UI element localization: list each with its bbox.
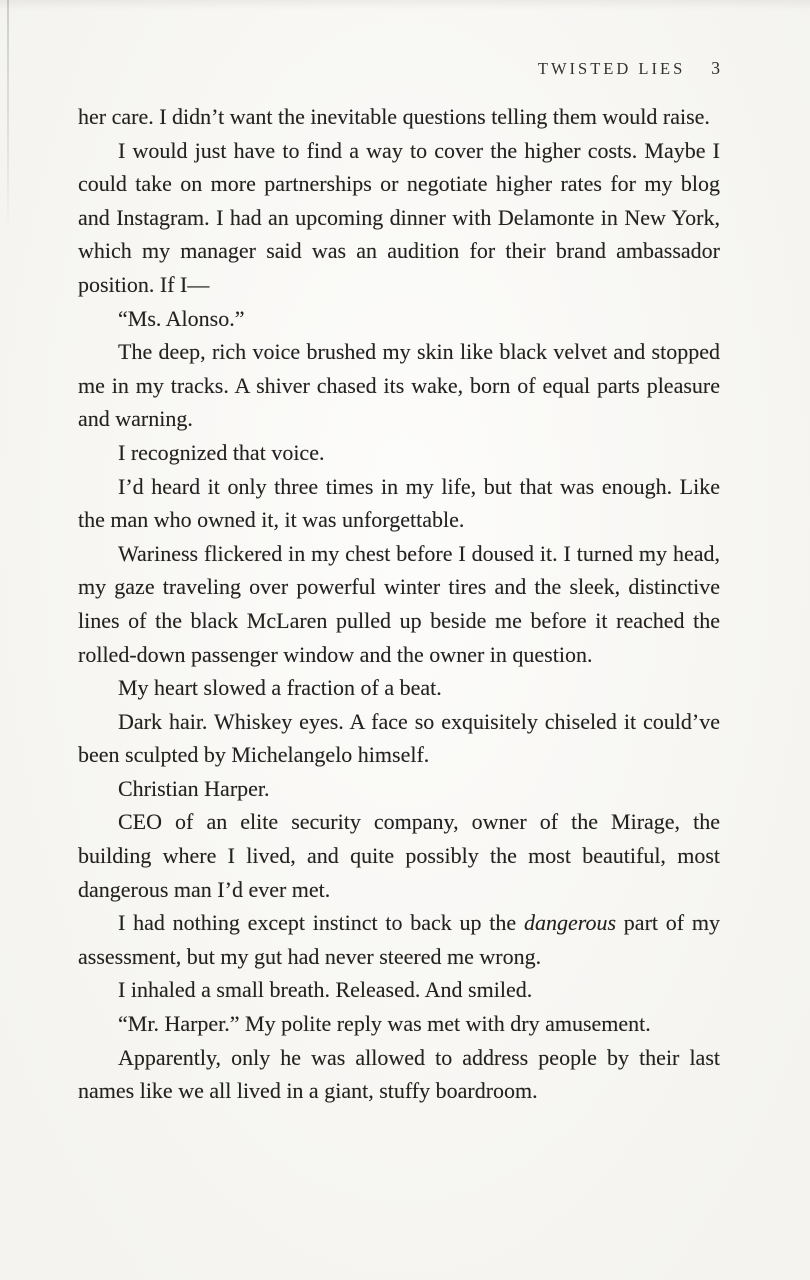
running-header [78, 58, 720, 80]
paragraph [78, 671, 720, 705]
paragraph-text: My heart slowed a fraction of a beat. [118, 675, 442, 701]
paragraph [78, 1041, 720, 1108]
paragraph [78, 436, 720, 470]
paragraph-text: Dark hair. Whiskey eyes. A face so exquisitely chiseled it could’ve been sculpted by Michelangelo himself. [78, 708, 720, 768]
paragraph-text: part of my assessment, but my gut had never steered me wrong. [78, 910, 720, 969]
paragraph [78, 973, 720, 1007]
paragraph-text: Christian Harper. [118, 775, 270, 801]
paragraph-text: I would just have to find a way to cover the higher costs. Maybe I could take on more partnerships or negotiate higher rates for my blog and Instagram. I had an upcoming dinner with Delamonte in New York, which my manager said was an audition for their brand ambassador position. If I— [78, 137, 720, 297]
paragraph [78, 470, 720, 537]
paragraph-text: I inhaled a small breath. Released. And smiled. [118, 977, 533, 1003]
paragraph [78, 705, 720, 772]
paragraph-text: I had nothing except instinct to back up the [118, 910, 524, 936]
paragraph-text: CEO of an elite security company, owner of the Mirage, the building where I lived, and quite possibly the most beautiful, most dangerous man I’d ever met. [78, 809, 720, 902]
paragraph-text: I recognized that voice. [118, 439, 325, 465]
paragraph [78, 906, 720, 973]
paragraph [78, 537, 720, 671]
paragraph-text: “Mr. Harper.” My polite reply was met with dry amusement. [118, 1011, 651, 1037]
scan-artifact-left-edge [7, 0, 9, 235]
paragraph [78, 805, 720, 906]
paragraph-text: The deep, rich voice brushed my skin like black velvet and stopped me in my tracks. A shiver chased its wake, born of equal parts pleasure and warning. [78, 339, 720, 432]
paragraph-text: I’d heard it only three times in my life, but that was enough. Like the man who owned it, it was unforgettable. [78, 473, 720, 533]
paragraph-text: Wariness flickered in my chest before I doused it. I turned my head, my gaze traveling over powerful winter tires and the sleek, distinctive lines of the black McLaren pulled up beside me before it reached the rolled-down passenger window and the owner in question. [78, 540, 720, 667]
scan-artifact-top-edge [0, 0, 810, 10]
paragraph-text: her care. I didn’t want the inevitable questions telling them would raise. [78, 104, 710, 129]
paragraph-text: Apparently, only he was allowed to address people by their last names like we all lived in a giant, stuffy boardroom. [78, 1044, 720, 1104]
paragraph [78, 134, 720, 302]
paragraph [78, 1007, 720, 1041]
paragraph [78, 100, 720, 134]
paragraph [78, 335, 720, 436]
page-body [78, 100, 720, 1108]
page-number: 3 [711, 58, 720, 78]
running-header-title: TWISTED LIES [537, 59, 686, 78]
paragraph-text-italic: dangerous [523, 910, 617, 936]
paragraph [78, 772, 720, 806]
paragraph-text: “Ms. Alonso.” [118, 305, 245, 331]
paragraph [78, 302, 720, 336]
